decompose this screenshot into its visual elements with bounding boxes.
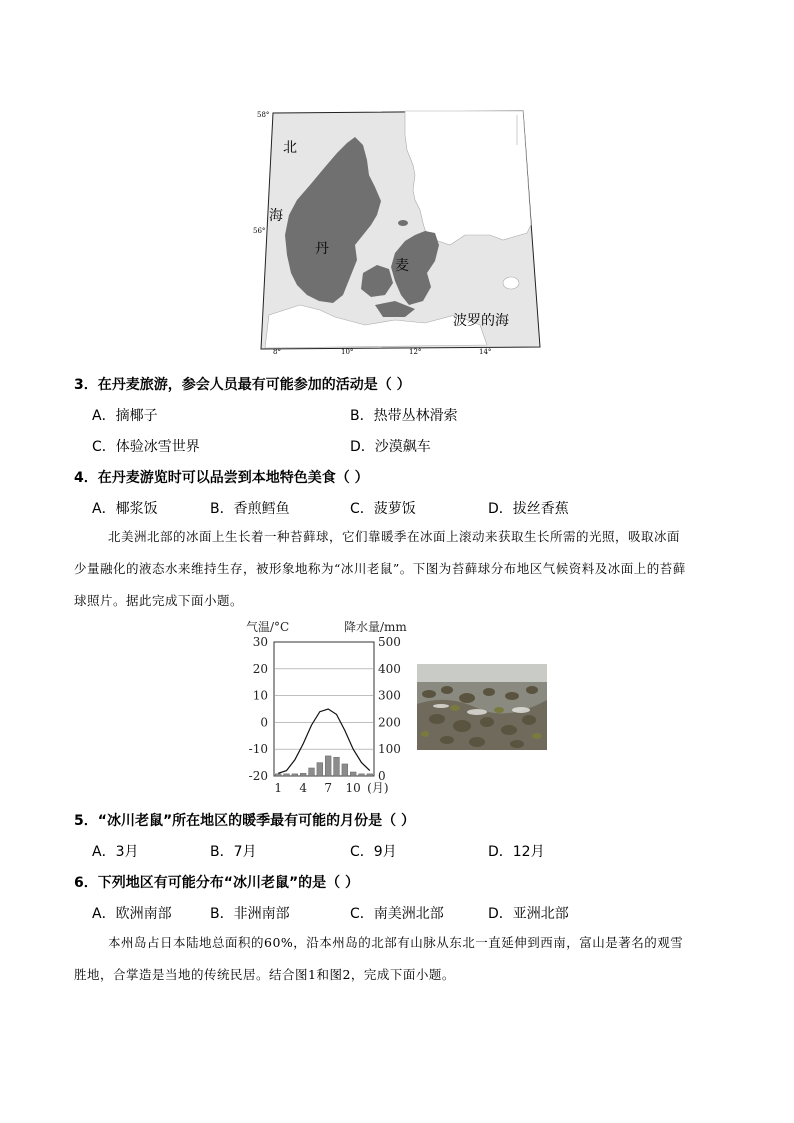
chart-y-right-tick: 200	[378, 715, 401, 730]
precip-bar	[309, 768, 315, 776]
map-label-north: 北	[283, 140, 297, 156]
passage1-line3: 球照片。据此完成下面小题。	[74, 593, 244, 608]
q5-option-d: D．12月	[488, 844, 545, 860]
sweden-land	[405, 111, 531, 245]
lat-tick-56: 56°	[253, 227, 266, 235]
lon-tick-10: 10°	[341, 348, 354, 356]
q5-option-c: C．9月	[350, 844, 397, 860]
chart-y-right-tick: 400	[378, 661, 401, 676]
q5-option-a: A．3月	[92, 844, 139, 860]
chart-y-left-tick: 10	[252, 688, 268, 703]
moss-photo-svg	[417, 664, 547, 750]
climate-chart-svg	[240, 618, 420, 796]
lat-tick-58: 58°	[257, 111, 270, 119]
q6-option-a: A．欧洲南部	[92, 906, 172, 922]
precip-bar	[292, 774, 298, 776]
q4-option-b: B．香煎鳕鱼	[210, 501, 290, 517]
chart-y-left-tick: 20	[252, 661, 268, 676]
precip-bar	[342, 764, 348, 776]
chart-y-left-tick: -20	[248, 769, 268, 783]
q6-option-d: D．亚洲北部	[488, 906, 569, 922]
precip-bar	[284, 774, 290, 776]
precip-bar	[325, 756, 331, 776]
precip-bar	[275, 774, 281, 776]
q3-option-d: D．沙漠飙车	[350, 439, 431, 455]
q3-stem: 3．在丹麦旅游，参会人员最有可能参加的活动是（ ）	[74, 377, 411, 393]
q6-option-b: B．非洲南部	[210, 906, 290, 922]
chart-ylabel-right: 降水量/mm	[344, 620, 407, 634]
bornholm-island	[503, 277, 519, 289]
passage1-line1: 北美洲北部的冰面上生长着一种苔藓球，它们靠暖季在冰面上滚动来获取生长所需的光照，吸取冰面	[108, 529, 681, 544]
map-label-sea: 海	[269, 208, 283, 224]
q5-option-b: B．7月	[210, 844, 257, 860]
chart-y-left-tick: 30	[252, 635, 268, 649]
chart-y-right-tick: 0	[378, 769, 386, 783]
passage2-line2: 胜地，合掌造是当地的传统民居。结合图1和图2，完成下面小题。	[74, 967, 455, 982]
precip-bar	[367, 774, 373, 776]
denmark-map	[255, 105, 545, 360]
q4-option-a: A．椰浆饭	[92, 501, 158, 517]
moss-ball-photo	[417, 664, 547, 750]
map-label-baltic: 波罗的海	[453, 313, 509, 329]
q4-option-c: C．菠萝饭	[350, 501, 416, 517]
precip-bar	[334, 757, 340, 776]
chart-x-tick: 10	[345, 781, 361, 795]
chart-x-unit: (月)	[367, 781, 389, 795]
chart-y-right-tick: 100	[378, 742, 401, 757]
q6-option-c: C．南美洲北部	[350, 906, 444, 922]
q3-option-a: A．摘椰子	[92, 408, 158, 424]
map-label-dan: 丹	[315, 241, 329, 257]
climate-chart	[240, 618, 420, 796]
chart-y-right-tick: 300	[378, 688, 401, 703]
q3-option-b: B．热带丛林滑索	[350, 408, 458, 424]
precip-bar	[350, 772, 356, 776]
lon-tick-8: 8°	[273, 348, 281, 356]
q3-option-c: C．体验冰雪世界	[92, 439, 200, 455]
chart-y-right-tick: 500	[378, 635, 401, 649]
small-island	[398, 220, 408, 226]
chart-y-left-tick: 0	[260, 715, 268, 730]
q5-stem: 5．“冰川老鼠”所在地区的暖季最有可能的月份是（ ）	[74, 813, 416, 829]
chart-frame	[274, 642, 374, 776]
chart-x-tick: 7	[324, 781, 332, 795]
q4-option-d: D．拔丝香蕉	[488, 501, 569, 517]
q6-stem: 6．下列地区有可能分布“冰川老鼠”的是（ ）	[74, 875, 360, 891]
lon-tick-12: 12°	[409, 348, 422, 356]
lon-tick-14: 14°	[479, 348, 492, 356]
precip-bar	[300, 773, 306, 776]
chart-plot-area	[249, 635, 401, 795]
chart-y-left-tick: -10	[248, 742, 268, 757]
chart-ylabel-left: 气温/°C	[246, 620, 290, 634]
precip-bar	[317, 763, 323, 776]
q4-stem: 4．在丹麦游览时可以品尝到本地特色美食（ ）	[74, 470, 369, 486]
map-label-mai: 麦	[395, 258, 409, 274]
precip-bar	[359, 774, 365, 776]
passage1-line2: 少量融化的液态水来维持生存，被形象地称为“冰川老鼠”。下图为苔藓球分布地区气候资料及冰面上的苔藓	[74, 561, 686, 576]
temperature-line	[278, 709, 370, 773]
chart-x-tick: 4	[299, 781, 307, 795]
chart-x-tick: 1	[274, 781, 282, 795]
passage2-line1: 本州岛占日本陆地总面积的60%，沿本州岛的北部有山脉从东北一直延伸到西南，富山是著名的观雪	[108, 935, 684, 950]
